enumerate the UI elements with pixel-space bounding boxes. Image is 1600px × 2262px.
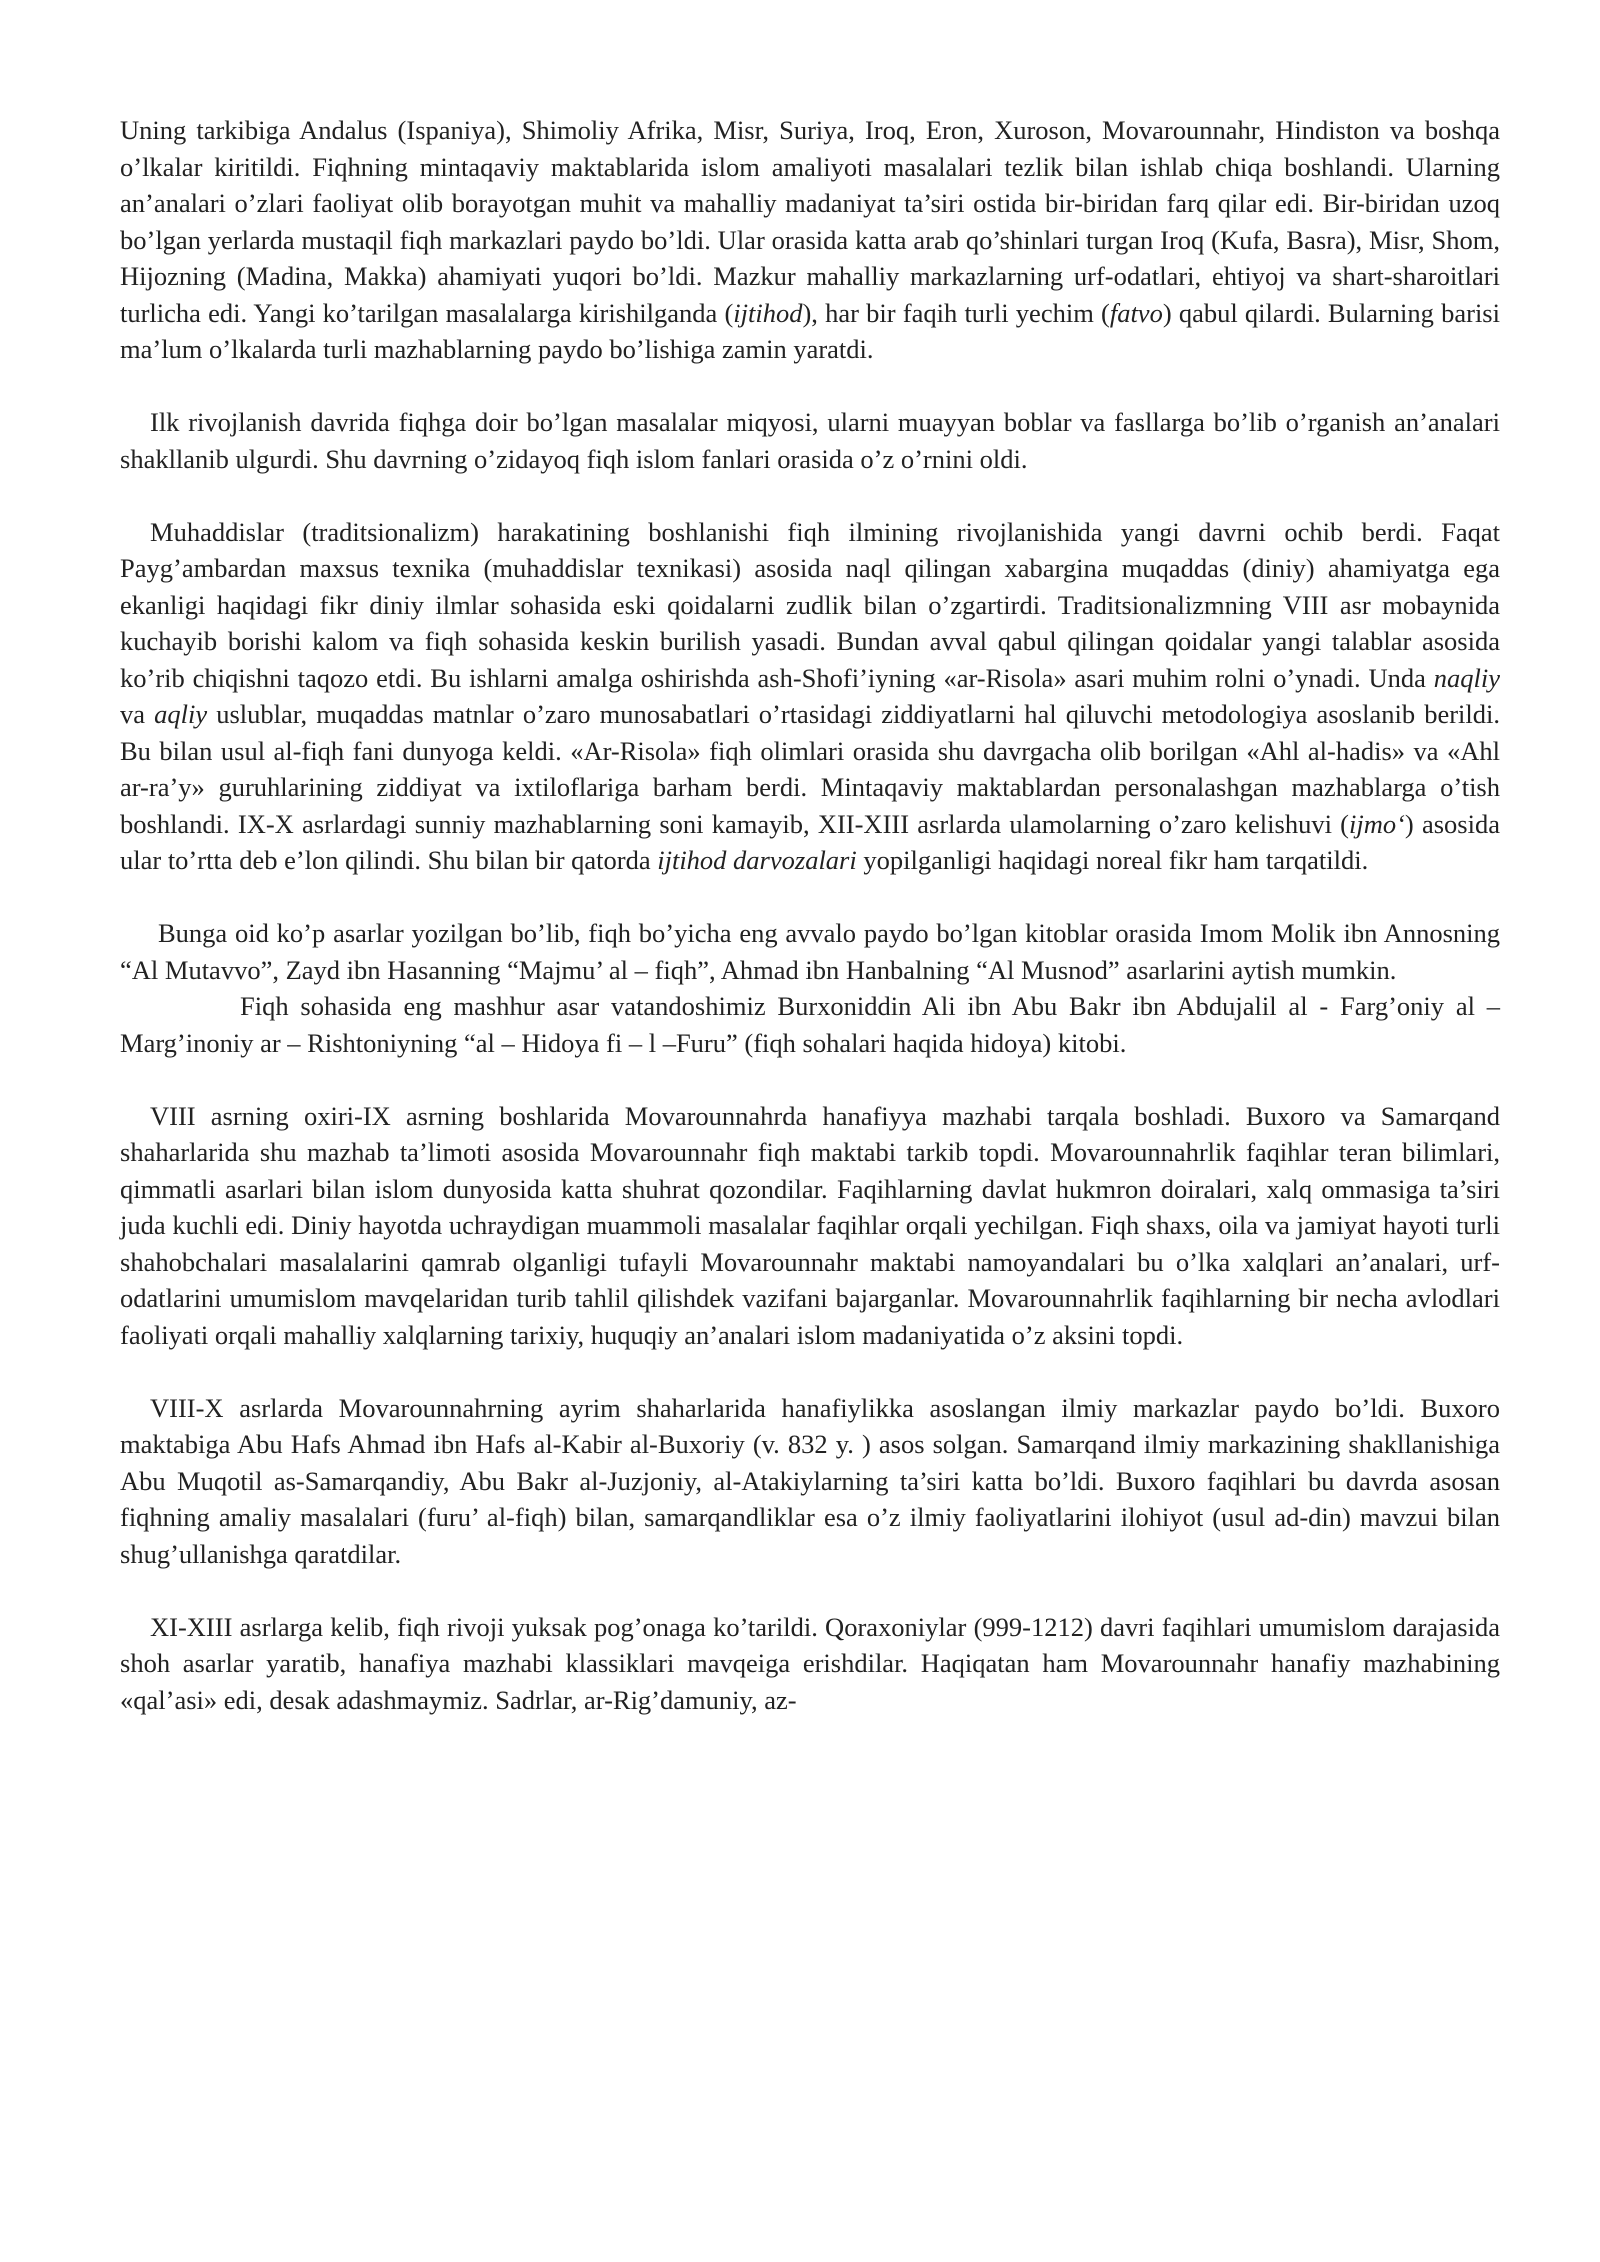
text-segment: uslublar, muqaddas matnlar o’zaro munosabatlari o’rtasidagi ziddiyatlarni hal qiluvchi metodologiya asoslanib berildi. Bu bilan usul al-fiqh fani dunyoga keldi. «Ar-Risola» fiqh olimlari orasida shu davrgacha olib borilgan «Ahl al-hadis» va «Ahl ar-ra’y» guruhlarining ziddiyat va ixtiloflariga barham berdi. Mintaqaviy maktablardan personalashgan mazhablarga o’tish boshlandi. IX-X asrlardagi sunniy mazhablarning soni kamayib, XII-XIII asrlarda ulamolarning o’zaro kelishuvi (: [120, 699, 1500, 839]
text-segment: ) asosida ular to’rtta deb e’lon qilindi. Shu bilan bir qatorda: [120, 808, 1500, 875]
italic-term: ijtihod darvozalari: [657, 845, 857, 875]
paragraph-gap: [120, 1353, 1500, 1390]
text-segment: Fiqh sohasida eng mashhur asar vatandoshimiz Burxoniddin Ali ibn Abu Bakr ibn Abdujalil al - Farg’oniy al – Marg’inoniy ar – Rishtoniyning “al – Hidoya fi – l –Furu” (fiqh sohalari haqida hidoya) kitobi.: [120, 991, 1500, 1058]
document-page: [120, 112, 1500, 1718]
paragraph-6: [120, 1098, 1500, 1354]
paragraph-4: [120, 915, 1500, 988]
text-segment: VIII asrning oxiri-IX asrning boshlarida Movarounnahrda hanafiyya mazhabi tarqala boshladi. Buxoro va Samarqand shaharlarida shu mazhab ta’limoti asosida Movarounnahr fiqh maktabi tarkib topdi. Movarounnahrlik faqihlar teran bilimlari, qimmatli asarlari bilan islom dunyosida katta shuhrat qozondilar. Faqihlarning davlat hukmron doiralari, xalq ommasiga ta’siri juda kuchli edi. Diniy hayotda uchraydigan muammoli masalalar faqihlar orqali yechilgan. Fiqh shaxs, oila va jamiyat hayoti turli shahobchalari masalalarini qamrab olganligi tufayli Movarounnahr maktabi namoyandalari bu o’lka xalqlari an’analari, urf-odatlarini umumislom mavqelaridan turib tahlil qilishdek vazifani bajarganlar. Movarounnahrlik faqihlarning bir necha avlodlari faoliyati orqali mahalliy xalqlarning tarixiy, huquqiy an’analari islom madaniyatida o’z aksini topdi.: [120, 1100, 1500, 1350]
italic-term: ijtihod: [733, 297, 803, 328]
text-segment: ) qabul qilardi. Bularning barisi ma’lum o’lkalarda turli mazhablarning paydo bo’lishiga zamin yaratdi.: [120, 297, 1500, 364]
paragraph-gap: [120, 879, 1500, 916]
paragraph-gap: [120, 1061, 1500, 1098]
text-segment: Uning tarkibiga Andalus (Ispaniya), Shimoliy Afrika, Misr, Suriya, Iroq, Eron, Xuroson, Movarounnahr, Hindiston va boshqa o’lkalar kiritildi. Fiqhning mintaqaviy maktablarida islom amaliyoti masalalari tezlik bilan ishlab chiqa boshlandi. Ularning an’analari o’zlari faoliyat olib borayotgan muhit va mahalliy madaniyat ta’siri ostida bir-biridan farq qilar edi. Bir-biridan uzoq bo’lgan yerlarda mustaqil fiqh markazlari paydo bo’ldi. Ular orasida katta arab qo’shinlari turgan Iroq (Kufa, Basra), Misr, Shom, Hijozning (Madina, Makka) ahamiyati yuqori bo’ldi. Mazkur mahalliy markazlarning urf-odatlari, ehtiyoj va shart-sharoitlari turlicha edi. Yangi ko’tarilgan masalalarga kirishilganda (: [120, 115, 1500, 328]
paragraph-gap: [120, 368, 1500, 405]
text-segment: Muhaddislar (traditsionalizm) harakatining boshlanishi fiqh ilmining rivojlanishida yangi davrni ochib berdi. Faqat Payg’ambardan maxsus texnika (muhaddislar texnikasi) asosida naql qilingan xabargina muqaddas (diniy) ahamiyatga ega ekanligi haqidagi fikr diniy ilmlar sohasida eski qoidalarni zudlik bilan o’zgartirdi. Traditsionalizmning VIII asr mobaynida kuchayib borishi kalom va fiqh sohasida keskin burilish yasadi. Bundan avval qabul qilingan qoidalar yangi talablar asosida ko’rib chiqishni taqozo etdi. Bu ishlarni amalga oshirishda ash-Shofi’iyning «ar-Risola» asari muhim rolni o’ynadi. Unda: [120, 516, 1500, 693]
text-segment: Ilk rivojlanish davrida fiqhga doir bo’lgan masalalar miqyosi, ularni muayyan boblar va fasllarga bo’lib o’rganish an’analari shakllanib ulgurdi. Shu davrning o’zidayoq fiqh islom fanlari orasida o’z o’rnini oldi.: [120, 407, 1500, 474]
paragraph-gap: [120, 1572, 1500, 1609]
italic-term: naqliy: [1433, 662, 1500, 693]
paragraph-3: [120, 514, 1500, 879]
paragraph-5: [120, 988, 1500, 1061]
text-segment: va: [120, 699, 155, 729]
text-segment: XI-XIII asrlarga kelib, fiqh rivoji yuksak pog’onaga ko’tarildi. Qoraxoniylar (999-1212) davri faqihlari umumislom darajasida shoh asarlar yaratib, hanafiya mazhabi klassiklari mavqeiga erishdilar. Haqiqatan ham Movarounnahr hanafiy mazhabining «qal’asi» edi, desak adashmaymiz. Sadrlar, ar-Rig’damuniy, az-: [120, 1611, 1500, 1715]
paragraph-8: [120, 1609, 1500, 1719]
italic-term: fatvo: [1109, 297, 1163, 328]
text-segment: Bunga oid ko’p asarlar yozilgan bo’lib, fiqh bo’yicha eng avvalo paydo bo’lgan kitoblar orasida Imom Molik ibn Annosning “Al Mutavvo”, Zayd ibn Hasanning “Majmu’ al – fiqh”, Ahmad ibn Hanbalning “Al Musnod” asarlarini aytish mumkin.: [120, 918, 1500, 985]
text-segment: yopilganligi haqidagi noreal fikr ham tarqatildi.: [856, 845, 1369, 875]
paragraph-2: [120, 404, 1500, 477]
paragraph-gap: [120, 477, 1500, 514]
italic-term: ijmo‘: [1348, 808, 1405, 839]
italic-term: aqliy: [154, 699, 208, 729]
text-segment: VIII-X asrlarda Movarounnahrning ayrim shaharlarida hanafiylikka asoslangan ilmiy markazlar paydo bo’ldi. Buxoro maktabiga Abu Hafs Ahmad ibn Hafs al-Kabir al-Buxoriy (v. 832 y. ) asos solgan. Samarqand ilmiy markazining shakllanishiga Abu Muqotil as-Samarqandiy, Abu Bakr al-Juzjoniy, al-Atakiylarning ta’siri katta bo’ldi. Buxoro faqihlari bu davrda asosan fiqhning amaliy masalalari (furu’ al-fiqh) bilan, samarqandliklar esa o’z ilmiy faoliyatlarini ilohiyot (usul ad-din) mavzui bilan shug’ullanishga qaratdilar.: [120, 1392, 1500, 1569]
paragraph-1: [120, 112, 1500, 368]
text-segment: ), har bir faqih turli yechim (: [802, 297, 1110, 328]
paragraph-7: [120, 1390, 1500, 1573]
